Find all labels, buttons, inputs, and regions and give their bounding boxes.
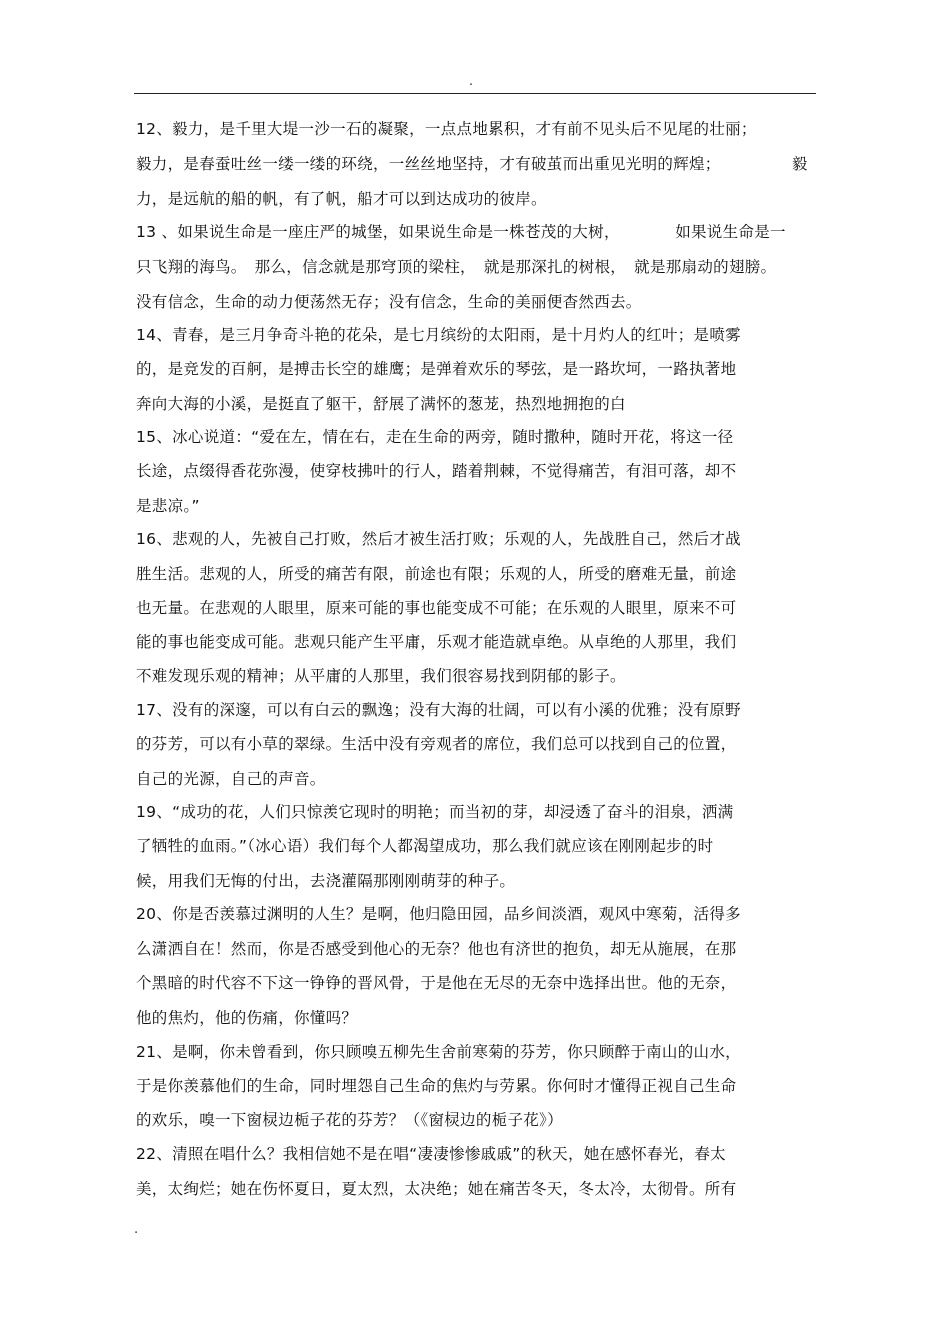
text-line: 的，是竞发的百舸，是搏击长空的雄鹰；是弹着欢乐的琴弦，是一路坎坷，一路执著地 bbox=[136, 360, 737, 378]
text-line: 19、“成功的花，人们只惊羡它现时的明艳；而当初的芽，却浸透了奋斗的泪泉，洒满 bbox=[136, 803, 734, 821]
text-line: 没有信念，生命的动力便荡然无存；没有信念，生命的美丽便杳然西去。 bbox=[136, 293, 642, 311]
text-line: 美，太绚烂；她在伤怀夏日，夏太烈，太决绝；她在痛苦冬天，冬太冷，太彻骨。所有 bbox=[136, 1180, 737, 1198]
header-rule bbox=[134, 93, 816, 94]
text-line: 的芬芳，可以有小草的翠绿。生活中没有旁观者的席位，我们总可以找到自己的位置， bbox=[136, 735, 737, 753]
text-line: 17、没有的深邃，可以有白云的飘逸；没有大海的壮阔，可以有小溪的优雅；没有原野 bbox=[136, 701, 741, 719]
text-line: 16、悲观的人，先被自己打败，然后才被生活打败；乐观的人，先战胜自己，然后才战 bbox=[136, 530, 741, 548]
text-line: 不难发现乐观的精神；从平庸的人那里，我们很容易找到阴郁的影子。 bbox=[136, 667, 626, 685]
text-line: 胜生活。悲观的人，所受的痛苦有限，前途也有限；乐观的人，所受的磨难无量，前途 bbox=[136, 565, 737, 583]
text-line: 12、毅力，是千里大堤一沙一石的凝聚，一点点地累积，才有前不见头后不见尾的壮丽； bbox=[136, 120, 757, 138]
text-line: 奔向大海的小溪，是挺直了躯干，舒展了满怀的葱茏，热烈地拥抱的白 bbox=[136, 395, 626, 413]
text-line: 22、清照在唱什么？我相信她不是在唱“凄凄惨惨戚戚”的秋天，她在感怀春光，春太 bbox=[136, 1145, 726, 1163]
text-line: 他的焦灼，他的伤痛，你懂吗？ bbox=[136, 1009, 358, 1027]
text-line: 力，是远航的船的帆，有了帆，船才可以到达成功的彼岸。 bbox=[136, 190, 547, 208]
text-line: 自己的光源，自己的声音。 bbox=[136, 770, 326, 788]
text-line: 20、你是否羡慕过渊明的人生？是啊，他归隐田园，品乡间淡酒，观风中寒菊，活得多 bbox=[136, 905, 741, 923]
header-dot: . bbox=[469, 74, 474, 89]
text-line: 候，用我们无悔的付出，去浇灌隔那刚刚萌芽的种子。 bbox=[136, 872, 516, 890]
text-line: 只飞翔的海鸟。 那么，信念就是那穹顶的梁柱， 就是那深扎的树根， 就是那扇动的翅膀。 bbox=[136, 258, 777, 276]
text-line: 毅力，是春蚕吐丝一缕一缕的环绕，一丝丝地坚持，才有破茧而出重见光明的辉煌； 毅 bbox=[136, 155, 808, 173]
text-line: 于是你羡慕他们的生命，同时埋怨自己生命的焦灼与劳累。你何时才懂得正视自己生命 bbox=[136, 1077, 737, 1095]
text-line: 么潇洒自在！然而，你是否感受到他心的无奈？他也有济世的抱负，却无从施展，在那 bbox=[136, 940, 737, 958]
text-line: 21、是啊，你未曾看到，你只顾嗅五柳先生舍前寒菊的芬芳，你只顾醉于南山的山水， bbox=[136, 1043, 741, 1061]
text-line: 15、冰心说道：“爱在左，情在右，走在生命的两旁，随时撒种，随时开花，将这一径 bbox=[136, 428, 734, 446]
text-line: 能的事也能变成可能。悲观只能产生平庸，乐观才能造就卓绝。从卓绝的人那里，我们 bbox=[136, 633, 737, 651]
text-line: 是悲凉。” bbox=[136, 497, 200, 515]
text-line: 14、青春，是三月争奇斗艳的花朵，是七月缤纷的太阳雨，是十月灼人的红叶；是喷雾 bbox=[136, 326, 741, 344]
text-line: 也无量。在悲观的人眼里，原来可能的事也能变成不可能；在乐观的人眼里，原来不可 bbox=[136, 599, 737, 617]
text-line: 的欢乐，嗅一下窗棂边栀子花的芬芳？（《窗棂边的栀子花》） bbox=[136, 1111, 563, 1129]
text-line: 个黑暗的时代容不下这一铮铮的晋风骨，于是他在无尽的无奈中选择出世。他的无奈， bbox=[136, 974, 737, 992]
footer-dot: . bbox=[134, 1222, 139, 1237]
text-line: 了牺牲的血雨。”（冰心语）我们每个人都渴望成功，那么我们就应该在刚刚起步的时 bbox=[136, 837, 714, 855]
text-line: 13 、如果说生命是一座庄严的城堡，如果说生命是一株苍茂的大树， 如果说生命是一 bbox=[136, 223, 786, 241]
text-line: 长途，点缀得香花弥漫，使穿枝拂叶的行人，踏着荆棘，不觉得痛苦，有泪可落，却不 bbox=[136, 462, 737, 480]
